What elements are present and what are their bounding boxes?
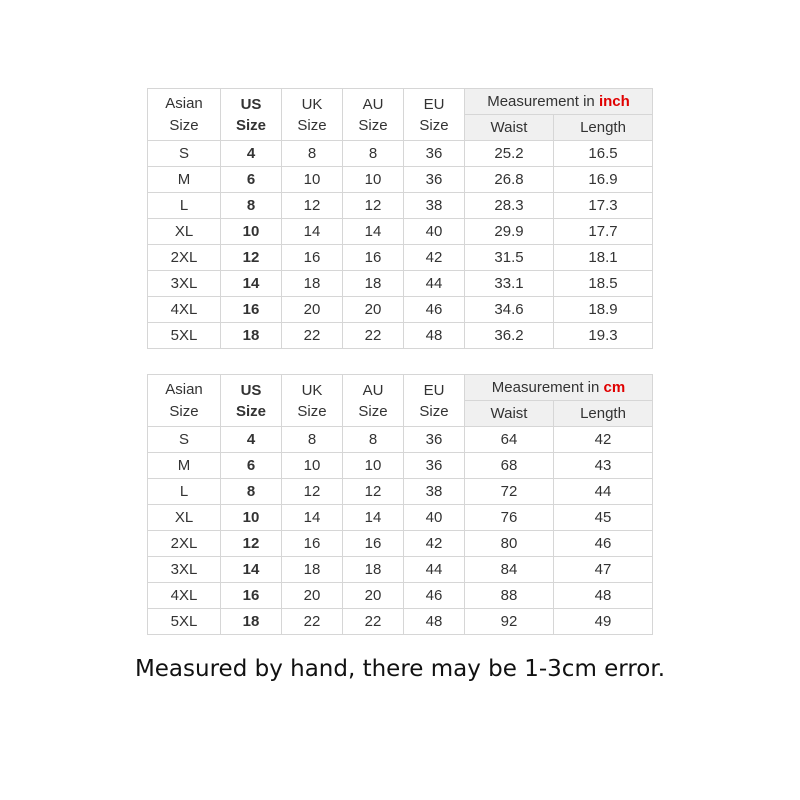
us-cell: 8 [221, 193, 282, 219]
eu-cell: 42 [404, 531, 465, 557]
waist-header: Waist [465, 115, 554, 141]
table-row [148, 505, 653, 531]
us-size-header-line: Size [235, 116, 266, 134]
uk-size-header-line: UK [301, 95, 323, 113]
au-cell: 22 [343, 609, 404, 635]
table-row [148, 427, 653, 453]
asian-cell: 4XL [148, 583, 221, 609]
waist-cell: 26.8 [465, 167, 554, 193]
us-cell: 4 [221, 141, 282, 167]
size-chart-cm [147, 374, 653, 635]
us-cell: 10 [221, 505, 282, 531]
au-cell: 16 [343, 245, 404, 271]
waist-cell: 68 [465, 453, 554, 479]
eu-cell: 44 [404, 557, 465, 583]
au-cell: 10 [343, 453, 404, 479]
measurement-prefix: Measurement in [487, 93, 595, 110]
eu-size-header-line: EU [423, 95, 445, 113]
au-cell: 20 [343, 297, 404, 323]
asian-cell: 2XL [148, 531, 221, 557]
eu-cell: 40 [404, 505, 465, 531]
asian-cell: 5XL [148, 323, 221, 349]
table-row [148, 297, 653, 323]
length-cell: 16.5 [554, 141, 653, 167]
waist-cell: 88 [465, 583, 554, 609]
asian-size-header-line: Size [169, 116, 199, 134]
uk-cell: 14 [282, 219, 343, 245]
waist-cell: 36.2 [465, 323, 554, 349]
waist-cell: 28.3 [465, 193, 554, 219]
asian-cell: M [148, 167, 221, 193]
waist-cell: 80 [465, 531, 554, 557]
au-cell: 10 [343, 167, 404, 193]
au-cell: 16 [343, 531, 404, 557]
eu-cell: 46 [404, 297, 465, 323]
eu-cell: 38 [404, 479, 465, 505]
us-cell: 12 [221, 245, 282, 271]
length-cell: 49 [554, 609, 653, 635]
asian-cell: 5XL [148, 609, 221, 635]
waist-cell: 76 [465, 505, 554, 531]
length-cell: 19.3 [554, 323, 653, 349]
us-cell: 18 [221, 323, 282, 349]
au-cell: 12 [343, 479, 404, 505]
length-cell: 17.7 [554, 219, 653, 245]
asian-size-header [148, 375, 221, 427]
eu-cell: 36 [404, 453, 465, 479]
asian-cell: S [148, 427, 221, 453]
length-cell: 44 [554, 479, 653, 505]
au-cell: 18 [343, 271, 404, 297]
uk-cell: 16 [282, 245, 343, 271]
measurement-note: Measured by hand, there may be 1-3cm error. [134, 656, 666, 682]
uk-cell: 8 [282, 427, 343, 453]
us-size-header [221, 375, 282, 427]
waist-cell: 84 [465, 557, 554, 583]
eu-cell: 36 [404, 427, 465, 453]
asian-cell: 2XL [148, 245, 221, 271]
table-row [148, 245, 653, 271]
length-header: Length [554, 115, 653, 141]
eu-size-header [404, 89, 465, 141]
header-row [148, 89, 653, 115]
au-size-header-line: AU [362, 381, 384, 399]
asian-cell: 3XL [148, 557, 221, 583]
us-cell: 16 [221, 583, 282, 609]
header-row [148, 375, 653, 401]
table-row [148, 557, 653, 583]
uk-cell: 18 [282, 557, 343, 583]
eu-cell: 42 [404, 245, 465, 271]
table-row [148, 167, 653, 193]
uk-cell: 12 [282, 193, 343, 219]
au-size-header-line: Size [358, 116, 388, 134]
uk-size-header [282, 375, 343, 427]
length-cell: 48 [554, 583, 653, 609]
us-cell: 6 [221, 453, 282, 479]
size-chart-inch [147, 88, 653, 349]
au-cell: 20 [343, 583, 404, 609]
measurement-unit: inch [598, 93, 630, 110]
waist-cell: 92 [465, 609, 554, 635]
table-row [148, 323, 653, 349]
uk-size-header-line: UK [301, 381, 323, 399]
table-row [148, 583, 653, 609]
us-cell: 10 [221, 219, 282, 245]
length-cell: 18.1 [554, 245, 653, 271]
measurement-header [465, 375, 653, 401]
us-size-header-line: US [240, 95, 262, 113]
eu-cell: 48 [404, 323, 465, 349]
asian-cell: XL [148, 219, 221, 245]
eu-cell: 36 [404, 167, 465, 193]
uk-cell: 10 [282, 167, 343, 193]
au-cell: 8 [343, 427, 404, 453]
table-row [148, 219, 653, 245]
asian-cell: 4XL [148, 297, 221, 323]
waist-cell: 25.2 [465, 141, 554, 167]
us-cell: 14 [221, 557, 282, 583]
au-cell: 8 [343, 141, 404, 167]
uk-cell: 18 [282, 271, 343, 297]
eu-cell: 46 [404, 583, 465, 609]
au-cell: 18 [343, 557, 404, 583]
uk-cell: 22 [282, 323, 343, 349]
length-cell: 18.9 [554, 297, 653, 323]
waist-cell: 31.5 [465, 245, 554, 271]
length-cell: 43 [554, 453, 653, 479]
uk-cell: 16 [282, 531, 343, 557]
uk-size-header-line: Size [297, 402, 327, 420]
length-cell: 18.5 [554, 271, 653, 297]
us-cell: 12 [221, 531, 282, 557]
uk-cell: 20 [282, 583, 343, 609]
us-cell: 8 [221, 479, 282, 505]
au-cell: 12 [343, 193, 404, 219]
eu-cell: 48 [404, 609, 465, 635]
eu-cell: 36 [404, 141, 465, 167]
table-row [148, 479, 653, 505]
au-size-header-line: AU [362, 95, 384, 113]
asian-size-header [148, 89, 221, 141]
asian-size-header-line: Size [169, 402, 199, 420]
length-cell: 47 [554, 557, 653, 583]
au-size-header-line: Size [358, 402, 388, 420]
us-cell: 18 [221, 609, 282, 635]
table-row [148, 531, 653, 557]
us-size-header [221, 89, 282, 141]
uk-cell: 14 [282, 505, 343, 531]
eu-size-header-line: EU [423, 381, 445, 399]
asian-cell: M [148, 453, 221, 479]
au-cell: 14 [343, 505, 404, 531]
eu-cell: 40 [404, 219, 465, 245]
us-cell: 6 [221, 167, 282, 193]
eu-size-header-line: Size [419, 116, 449, 134]
table-row [148, 271, 653, 297]
length-cell: 42 [554, 427, 653, 453]
eu-size-header [404, 375, 465, 427]
waist-cell: 72 [465, 479, 554, 505]
au-cell: 14 [343, 219, 404, 245]
au-cell: 22 [343, 323, 404, 349]
us-size-header-line: Size [235, 402, 266, 420]
eu-size-header-line: Size [419, 402, 449, 420]
us-cell: 14 [221, 271, 282, 297]
uk-cell: 12 [282, 479, 343, 505]
asian-cell: L [148, 193, 221, 219]
length-cell: 46 [554, 531, 653, 557]
waist-cell: 33.1 [465, 271, 554, 297]
asian-cell: S [148, 141, 221, 167]
eu-cell: 44 [404, 271, 465, 297]
waist-header: Waist [465, 401, 554, 427]
measurement-unit: cm [603, 379, 626, 396]
length-cell: 17.3 [554, 193, 653, 219]
measurement-header [465, 89, 653, 115]
length-header: Length [554, 401, 653, 427]
table-row [148, 141, 653, 167]
uk-cell: 8 [282, 141, 343, 167]
waist-cell: 64 [465, 427, 554, 453]
au-size-header [343, 89, 404, 141]
waist-cell: 34.6 [465, 297, 554, 323]
table-row [148, 453, 653, 479]
us-size-header-line: US [240, 381, 262, 399]
uk-size-header-line: Size [297, 116, 327, 134]
eu-cell: 38 [404, 193, 465, 219]
asian-size-header-line: Asian [165, 94, 203, 112]
uk-size-header [282, 89, 343, 141]
measurement-prefix: Measurement in [491, 379, 600, 396]
length-cell: 16.9 [554, 167, 653, 193]
uk-cell: 22 [282, 609, 343, 635]
uk-cell: 20 [282, 297, 343, 323]
asian-size-header-line: Asian [165, 380, 203, 398]
table-row [148, 193, 653, 219]
waist-cell: 29.9 [465, 219, 554, 245]
asian-cell: XL [148, 505, 221, 531]
us-cell: 16 [221, 297, 282, 323]
table-row [148, 609, 653, 635]
asian-cell: L [148, 479, 221, 505]
us-cell: 4 [221, 427, 282, 453]
au-size-header [343, 375, 404, 427]
length-cell: 45 [554, 505, 653, 531]
asian-cell: 3XL [148, 271, 221, 297]
uk-cell: 10 [282, 453, 343, 479]
